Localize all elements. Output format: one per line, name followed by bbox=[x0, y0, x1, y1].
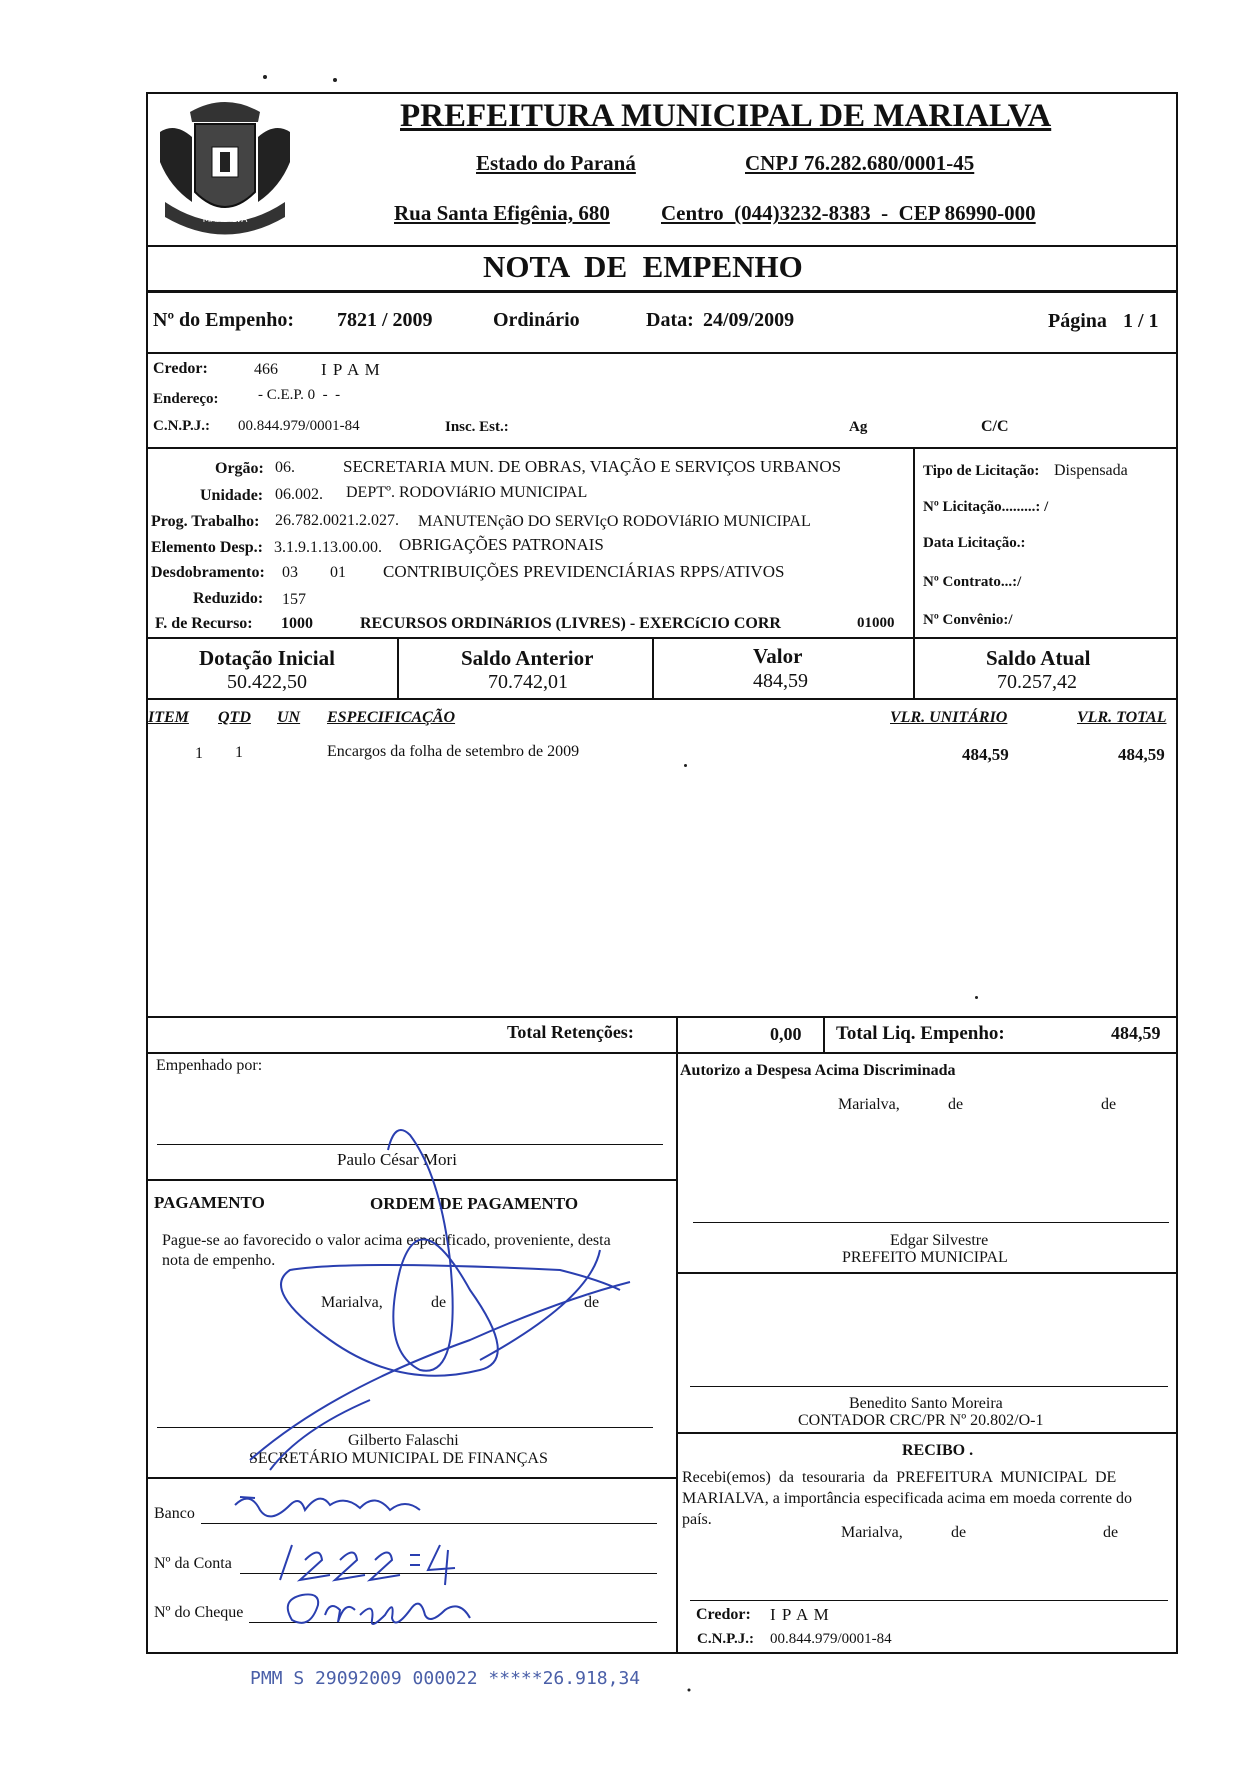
reduzido-value: 157 bbox=[282, 591, 306, 608]
recurso-code: 1000 bbox=[281, 615, 313, 632]
conta-label: Nº da Conta bbox=[154, 1555, 232, 1572]
item-number: 1 bbox=[195, 745, 203, 762]
recibo-title: RECIBO . bbox=[902, 1442, 974, 1459]
address-label: Endereço: bbox=[153, 391, 219, 407]
header-cnpj: CNPJ 76.282.680/0001-45 bbox=[745, 151, 975, 175]
secretario-name: Gilberto Falaschi bbox=[348, 1432, 459, 1449]
banco-label: Banco bbox=[154, 1505, 195, 1522]
contador-name: Benedito Santo Moreira bbox=[849, 1395, 1003, 1412]
recibo-credor: I P A M bbox=[770, 1605, 830, 1624]
empenhado-name: Paulo César Mori bbox=[337, 1150, 457, 1169]
recibo-text-1: Recebi(emos) da tesouraria da PREFEITURA MUNICIPAL DE bbox=[682, 1469, 1117, 1486]
orgao-label: Orgão: bbox=[215, 460, 264, 477]
licitacao-number: Nº Licitação.........: / bbox=[923, 499, 1049, 515]
credor-code: 466 bbox=[254, 361, 278, 378]
cheque-label: Nº do Cheque bbox=[154, 1604, 244, 1621]
credor-cnpj: 00.844.979/0001-84 bbox=[238, 418, 360, 434]
header-title: PREFEITURA MUNICIPAL DE MARIALVA bbox=[400, 98, 1052, 134]
prog-name: MANUTENçãO DO SERVIçO RODOVIáRIO MUNICIPAL bbox=[418, 513, 811, 530]
valor-label: Valor bbox=[753, 644, 803, 668]
pagamento-de1: de bbox=[431, 1294, 447, 1311]
empenho-type: Ordinário bbox=[493, 309, 580, 331]
desdob-name: CONTRIBUIÇÕES PREVIDENCIÁRIAS RPPS/ATIVOS bbox=[383, 562, 785, 581]
autorizo-label: Autorizo a Despesa Acima Discriminada bbox=[680, 1062, 956, 1079]
autorizo-de1: de bbox=[948, 1096, 964, 1113]
elemento-name: OBRIGAÇÕES PATRONAIS bbox=[399, 535, 604, 554]
retencoes-value: 0,00 bbox=[770, 1024, 802, 1044]
page-label: Página bbox=[1048, 310, 1107, 332]
pagamento-label: PAGAMENTO bbox=[154, 1193, 265, 1212]
pagamento-city: Marialva, bbox=[321, 1294, 383, 1311]
cnpj-label: C.N.P.J.: bbox=[153, 418, 210, 434]
item-unit-value: 484,59 bbox=[962, 745, 1009, 764]
autorizo-city: Marialva, bbox=[838, 1096, 900, 1113]
reduzido-label: Reduzido: bbox=[193, 590, 264, 607]
pagamento-text-1: Pague-se ao favorecido o valor acima especificado, proveniente, desta bbox=[162, 1232, 611, 1249]
valor-value: 484,59 bbox=[753, 670, 808, 692]
prefeito-role: PREFEITO MUNICIPAL bbox=[842, 1249, 1008, 1266]
col-qtd: QTD bbox=[218, 709, 251, 726]
recurso-name: RECURSOS ORDINáRIOS (LIVRES) - EXERCíCIO CORR bbox=[360, 615, 781, 632]
desdob-label: Desdobramento: bbox=[151, 564, 265, 581]
desdob-b: 01 bbox=[330, 564, 346, 581]
recurso-code2: 01000 bbox=[857, 615, 895, 631]
empenhado-label: Empenhado por: bbox=[156, 1057, 263, 1074]
elemento-code: 3.1.9.1.13.00.00. bbox=[274, 539, 382, 556]
recibo-cnpj: 00.844.979/0001-84 bbox=[770, 1631, 892, 1647]
empenho-number: 7821 / 2009 bbox=[337, 309, 433, 331]
contrato: Nº Contrato...:/ bbox=[923, 574, 1022, 590]
convenio: Nº Convênio:/ bbox=[923, 612, 1013, 628]
recibo-de2: de bbox=[1103, 1524, 1119, 1541]
orgao-name: SECRETARIA MUN. DE OBRAS, VIAÇÃO E SERVIÇOS URBANOS bbox=[343, 457, 842, 476]
col-total: VLR. TOTAL bbox=[1077, 709, 1167, 726]
saldo-anterior-value: 70.742,01 bbox=[488, 671, 568, 693]
credor-name: I P A M bbox=[321, 360, 381, 379]
ag-label: Ag bbox=[849, 419, 868, 435]
saldo-atual-label: Saldo Atual bbox=[986, 646, 1091, 670]
header-address: Rua Santa Efigênia, 680 bbox=[394, 201, 610, 225]
recurso-label: F. de Recurso: bbox=[155, 615, 253, 632]
col-unit: VLR. UNITÁRIO bbox=[890, 709, 1008, 726]
col-item: ITEM bbox=[148, 709, 189, 726]
unidade-code: 06.002. bbox=[275, 486, 323, 503]
elemento-label: Elemento Desp.: bbox=[151, 539, 263, 556]
pagamento-de2: de bbox=[584, 1294, 600, 1311]
col-spec: ESPECIFICAÇÃO bbox=[327, 709, 456, 726]
doc-title: NOTA DE EMPENHO bbox=[483, 249, 803, 284]
tipo-licitacao-label: Tipo de Licitação: bbox=[923, 463, 1040, 479]
item-spec: Encargos da folha de setembro de 2009 bbox=[327, 743, 580, 760]
liquido-value: 484,59 bbox=[1111, 1023, 1161, 1043]
unidade-label: Unidade: bbox=[200, 487, 264, 504]
credor-address: - C.E.P. 0 - - bbox=[258, 387, 341, 403]
cc-label: C/C bbox=[981, 418, 1009, 435]
item-qtd: 1 bbox=[235, 744, 243, 761]
saldo-anterior-label: Saldo Anterior bbox=[461, 646, 594, 670]
retencoes-label: Total Retenções: bbox=[507, 1022, 634, 1042]
empenho-date-label: Data: bbox=[646, 309, 694, 331]
prefeito-name: Edgar Silvestre bbox=[890, 1232, 989, 1249]
licitacao-date: Data Licitação.: bbox=[923, 535, 1026, 551]
dotacao-label: Dotação Inicial bbox=[199, 646, 335, 670]
ordem-pagamento: ORDEM DE PAGAMENTO bbox=[370, 1194, 579, 1213]
secretario-role: SECRETÁRIO MUNICIPAL DE FINANÇAS bbox=[249, 1450, 548, 1467]
credor-label: Credor: bbox=[153, 360, 208, 377]
item-total-value: 484,59 bbox=[1118, 745, 1165, 764]
recibo-cnpj-label: C.N.P.J.: bbox=[697, 1631, 754, 1647]
dotacao-value: 50.422,50 bbox=[227, 671, 307, 693]
desdob-a: 03 bbox=[282, 564, 298, 581]
header-state: Estado do Paraná bbox=[476, 151, 636, 175]
pagamento-text-2: nota de empenho. bbox=[162, 1252, 276, 1269]
saldo-atual-value: 70.257,42 bbox=[997, 671, 1077, 693]
contador-role: CONTADOR CRC/PR Nº 20.802/O-1 bbox=[798, 1412, 1044, 1429]
tipo-licitacao: Dispensada bbox=[1054, 462, 1128, 479]
empenho-number-label: Nº do Empenho: bbox=[153, 309, 295, 331]
recibo-text-3: país. bbox=[682, 1511, 712, 1528]
empenho-date: 24/09/2009 bbox=[703, 309, 795, 331]
recibo-city: Marialva, bbox=[841, 1524, 903, 1541]
svg-text:MARIALVA: MARIALVA bbox=[202, 215, 248, 225]
unidade-name: DEPTº. RODOVIáRIO MUNICIPAL bbox=[346, 484, 588, 501]
header-contact: Centro (044)3232-8383 - CEP 86990-000 bbox=[661, 201, 1036, 225]
payment-stamp: PMM S 29092009 000022 *****26.918,34 bbox=[250, 1668, 641, 1689]
liquido-label: Total Liq. Empenho: bbox=[836, 1023, 1005, 1044]
recibo-credor-label: Credor: bbox=[696, 1606, 751, 1623]
recibo-de1: de bbox=[951, 1524, 967, 1541]
prog-code: 26.782.0021.2.027. bbox=[275, 512, 399, 529]
autorizo-de2: de bbox=[1101, 1096, 1117, 1113]
orgao-code: 06. bbox=[275, 459, 295, 476]
insc-label: Insc. Est.: bbox=[445, 419, 509, 435]
page-number: 1 / 1 bbox=[1123, 310, 1159, 332]
col-un: UN bbox=[277, 709, 301, 726]
prog-label: Prog. Trabalho: bbox=[151, 513, 260, 530]
recibo-text-2: MARIALVA, a importância especificada acima em moeda corrente do bbox=[682, 1490, 1133, 1507]
